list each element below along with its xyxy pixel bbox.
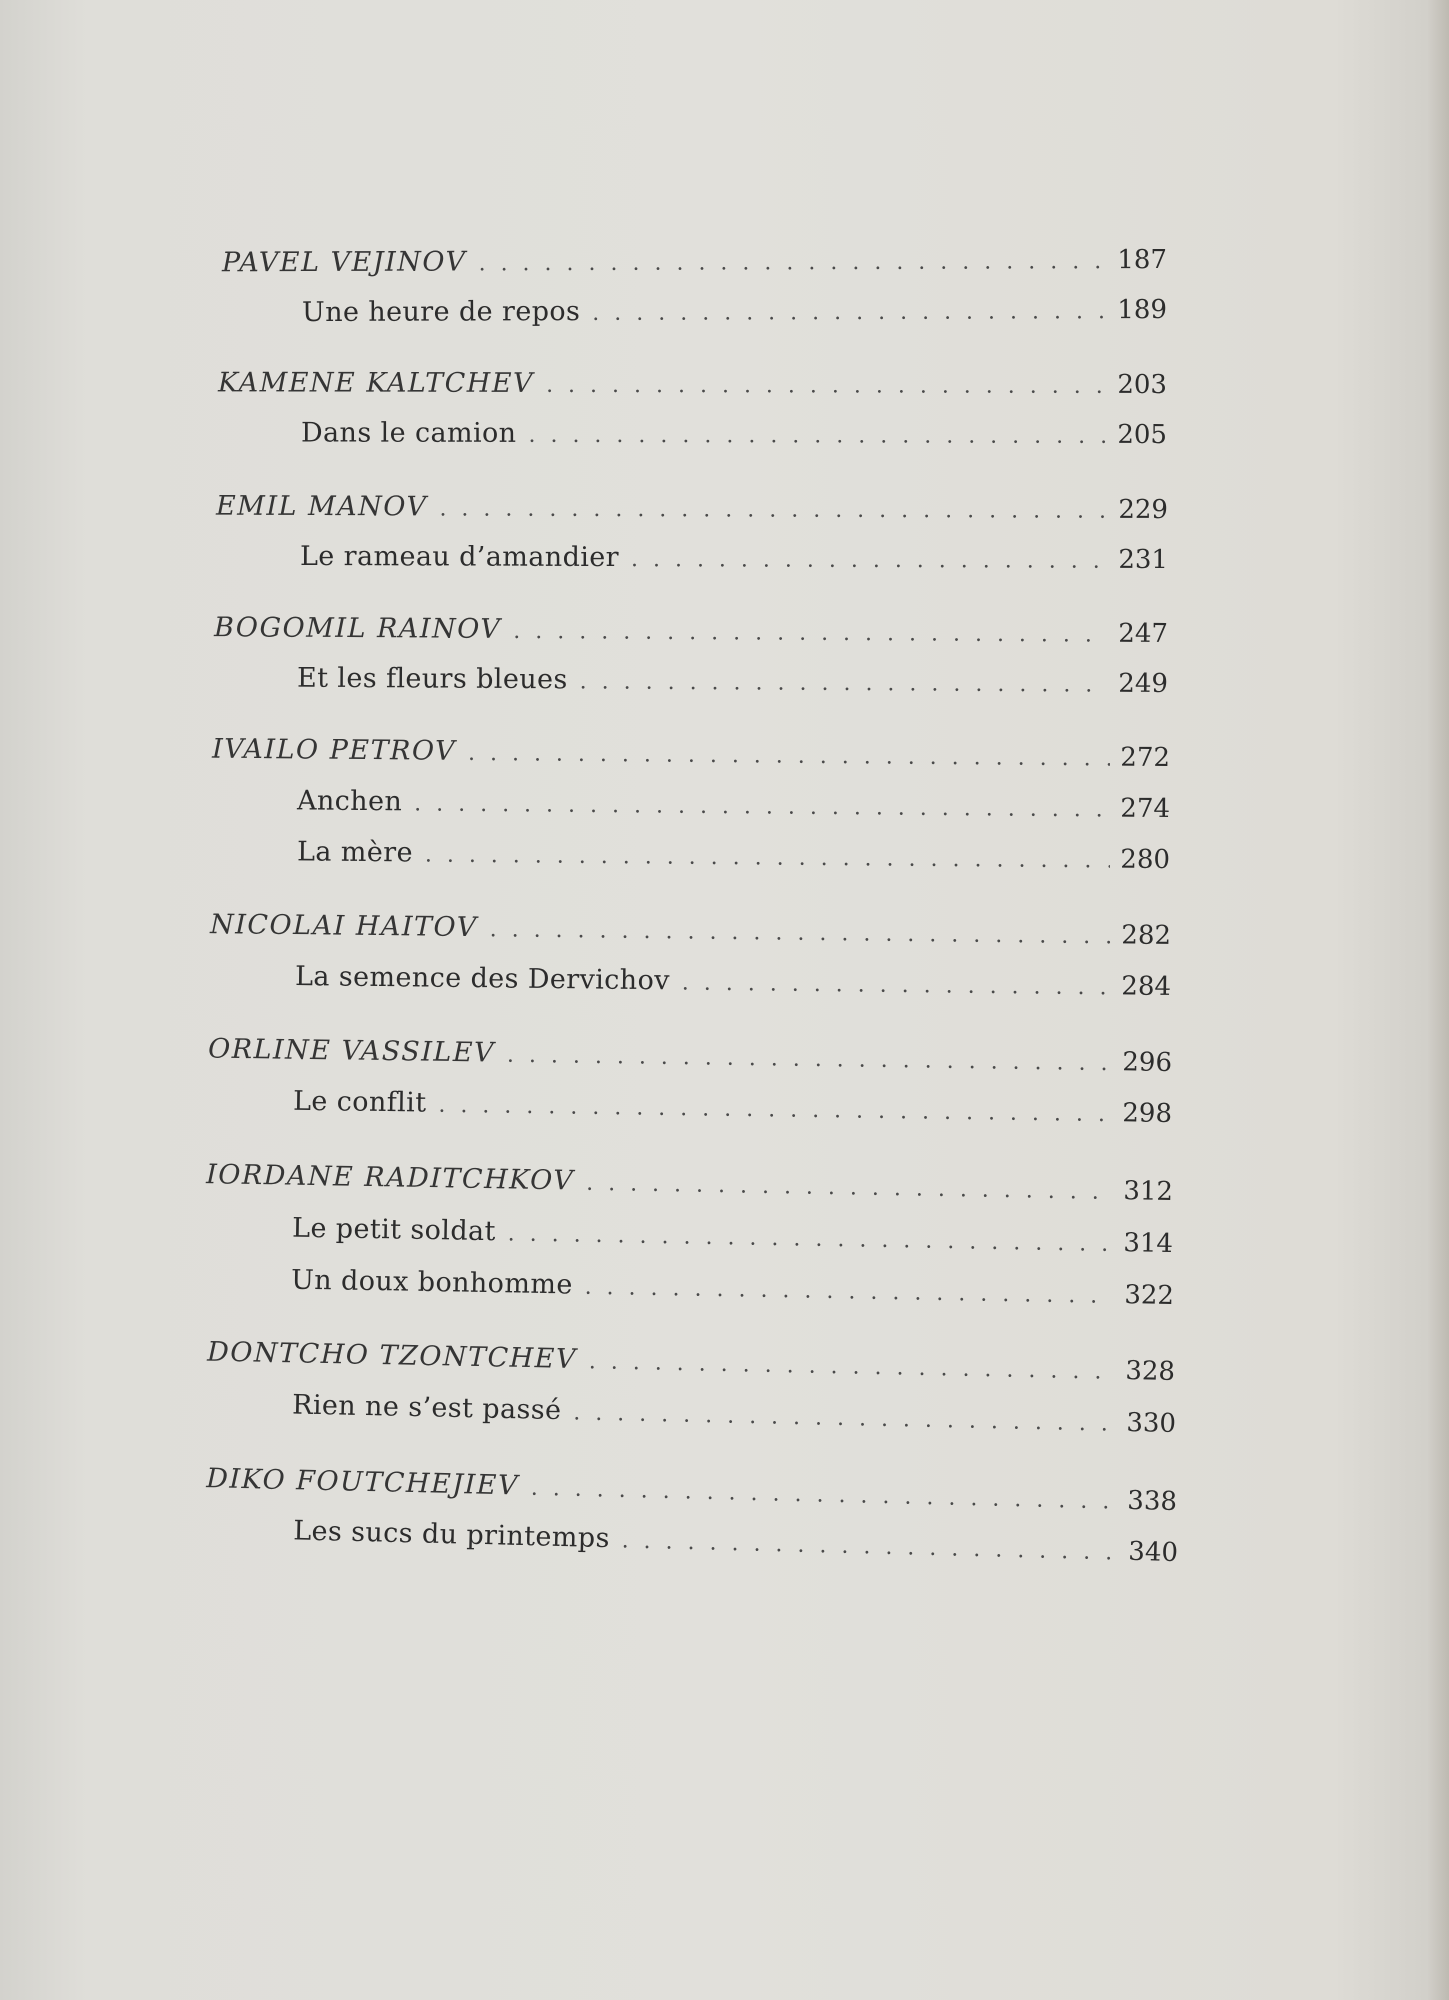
dot-leader (414, 784, 1111, 830)
story-title: Le conflit (292, 1085, 427, 1119)
author-name: BOGOMIL RAINOV (213, 612, 502, 645)
page-number: 312 (1123, 1176, 1174, 1207)
dot-leader (546, 366, 1107, 407)
author-name: DONTCHO TZONTCHEV (206, 1336, 578, 1375)
toc-entry-author (210, 905, 1171, 956)
toc-entry-author (206, 1155, 1174, 1212)
story-title: Et les fleurs bleues (296, 662, 568, 696)
dot-leader (438, 1086, 1112, 1135)
page-number: 274 (1120, 793, 1171, 824)
dot-leader (507, 1214, 1113, 1265)
story-title: Anchen (296, 785, 403, 818)
author-name: EMIL MANOV (215, 490, 428, 523)
toc-entry-story (297, 832, 1170, 880)
dot-leader (507, 1036, 1113, 1084)
story-title: Rien ne s’est passé (291, 1389, 562, 1427)
toc-entry-story (292, 1209, 1174, 1264)
toc-entry-story (291, 1261, 1175, 1316)
page-number: 284 (1121, 971, 1172, 1002)
story-title: Une heure de repos (301, 296, 581, 329)
toc-entry-story (293, 1082, 1172, 1134)
toc-entry-story (292, 1385, 1177, 1444)
toc-entry-story (301, 413, 1167, 455)
toc-entry-story (302, 290, 1167, 333)
author-name: ORLINE VASSILEV (207, 1033, 496, 1069)
toc-entry-author (218, 363, 1167, 405)
author-name: DIKO FOUTCHEJIEV (205, 1463, 520, 1502)
toc-entry-story (300, 537, 1168, 580)
page-number: 280 (1120, 844, 1171, 875)
page-number: 340 (1128, 1536, 1179, 1568)
dot-leader (468, 734, 1111, 780)
page-number: 247 (1118, 618, 1169, 649)
page-number: 296 (1122, 1047, 1173, 1078)
page-number: 249 (1118, 668, 1169, 699)
story-title: Un doux bonhomme (290, 1264, 573, 1301)
dot-leader (580, 662, 1109, 705)
toc-entry-author (208, 1030, 1172, 1083)
page-number: 282 (1121, 920, 1172, 951)
page-number: 187 (1117, 245, 1168, 276)
page-number: 229 (1118, 494, 1169, 525)
dot-leader (631, 540, 1108, 582)
dot-leader (586, 1164, 1114, 1213)
toc-entry-story (295, 957, 1171, 1007)
author-name: IORDANE RADITCHKOV (205, 1159, 575, 1197)
page-number: 314 (1123, 1228, 1174, 1259)
page-number: 272 (1120, 742, 1171, 773)
toc-entry-author (212, 730, 1170, 778)
page-number: 338 (1127, 1485, 1178, 1517)
toc-entry-story (297, 781, 1170, 829)
dot-leader (621, 1521, 1119, 1573)
story-title: La mère (296, 836, 414, 869)
toc-entry-author (216, 487, 1168, 530)
dot-leader (592, 292, 1107, 334)
page-number: 322 (1124, 1280, 1175, 1311)
dot-leader (513, 612, 1108, 656)
author-name: KAMENE KALTCHEV (217, 367, 535, 399)
dot-leader (573, 1393, 1117, 1444)
dot-leader (682, 963, 1112, 1008)
author-name: PAVEL VEJINOV (221, 246, 467, 279)
dot-leader (588, 1342, 1115, 1393)
page-number: 203 (1117, 369, 1168, 400)
toc-entry-author (222, 240, 1167, 283)
dot-leader (439, 489, 1108, 531)
page-number: 231 (1118, 544, 1169, 575)
story-title: Le rameau d’amandier (299, 540, 620, 574)
toc-entry-author (207, 1333, 1176, 1392)
toc-entry-author (214, 608, 1168, 654)
story-title: Les sucs du printemps (292, 1515, 611, 1555)
page-number: 298 (1122, 1098, 1173, 1129)
toc-entry-story (297, 659, 1168, 704)
page-number: 205 (1117, 419, 1168, 450)
story-title: La semence des Dervichov (294, 961, 671, 997)
page-number: 328 (1125, 1356, 1176, 1387)
page-number: 189 (1117, 295, 1168, 326)
dot-leader (584, 1268, 1114, 1317)
page-number: 330 (1126, 1407, 1177, 1439)
dot-leader (489, 910, 1111, 957)
dot-leader (530, 1469, 1117, 1523)
author-name: NICOLAI HAITOV (209, 909, 478, 944)
dot-leader (528, 416, 1107, 457)
story-title: Le petit soldat (291, 1212, 497, 1248)
dot-leader (478, 242, 1107, 284)
story-title: Dans le camion (300, 417, 517, 449)
dot-leader (425, 835, 1111, 881)
author-name: IVAILO PETROV (211, 733, 457, 767)
